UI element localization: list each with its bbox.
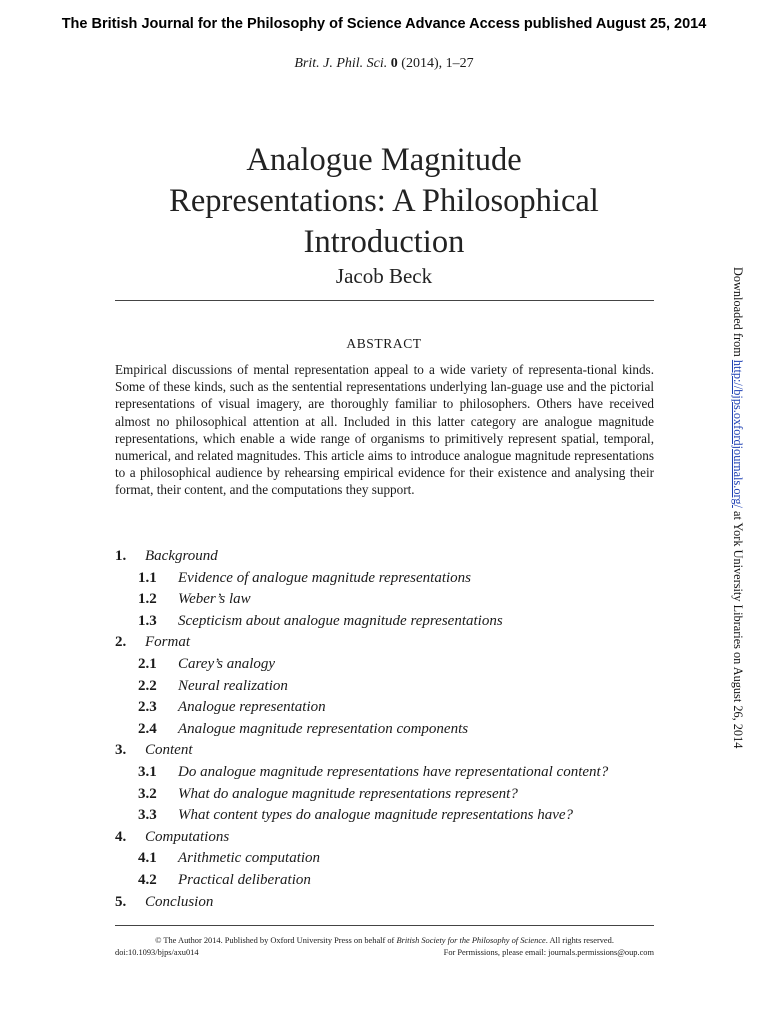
toc-subsection-number: 3.1 [138,763,157,780]
toc-subsection-number: 1.2 [138,591,157,608]
journal-citation [0,56,768,72]
toc-section-title: Format [145,634,190,651]
toc-section-number: 3. [115,742,127,759]
toc-section [115,740,675,762]
permissions-text: For Permissions, please email: journals.permissions@oup.com [443,948,654,957]
author-name: Jacob Beck [335,264,433,288]
toc-subsection-number: 2.4 [138,720,157,737]
journal-link[interactable]: http://bjps.oxfordjournals.org/ [731,359,745,508]
toc-subsection-number: 4.2 [138,871,157,888]
toc-subsection-title: Carey’s analogy [178,655,276,672]
toc-subsection-title: Evidence of analogue magnitude representations [178,569,471,586]
toc-section-title: Conclusion [145,893,214,910]
society-name: British Society for the Philosophy of Science [396,936,546,945]
abstract-text: Empirical discussions of mental representation appeal to a wide variety of representa-tional kinds. Some of these kinds, such as the sentential representations underlying lan-guage use and the pictorial representations of visual imagery, are thoroughly familiar to philosophers. Others have received almost no philosophical attention at all. Included in this latter category are analogue magnitude representations, which enable a wide range of organisms to primitively represent spatial, temporal, numerical, and related magnitudes. This article aims to introduce analogue magnitude representations to a philosophical audience by rehearsing empirical evidence for their existence and analysing their format, their content, and the computations they support. [115,362,654,498]
toc-subsection-title: Arithmetic computation [178,850,321,867]
doi-text: doi:10.1093/bjps/axu014 [115,948,199,957]
download-suffix: at York University Libraries on August 26, 2014 [731,507,745,749]
toc-subsection-title: Scepticism about analogue magnitude representations [178,612,503,629]
header-divider [115,300,654,301]
toc-subsection [115,762,675,784]
toc-subsection-title: Analogue magnitude representation components [178,720,469,737]
toc-section-title: Content [145,742,193,759]
download-prefix: Downloaded from [731,267,745,360]
toc-subsection [115,611,675,633]
toc-subsection-number: 3.2 [138,785,157,802]
toc-subsection [115,848,675,870]
toc-subsection [115,589,675,611]
toc-section-number: 5. [115,893,127,910]
toc-subsection-number: 3.3 [138,807,157,824]
toc-section-title: Computations [145,828,230,845]
journal-volume: 0 [390,56,398,71]
toc-subsection-title: What do analogue magnitude representations represent? [178,785,518,802]
toc-subsection-title: Do analogue magnitude representations have representational content? [178,763,609,780]
toc-section [115,546,675,568]
toc-subsection-number: 1.1 [138,569,157,586]
toc-section [115,892,675,914]
download-watermark [730,267,745,748]
toc-subsection [115,719,675,741]
citation-year-pages: (2014), 1–27 [397,56,474,71]
article-title [100,140,668,263]
title-line-3: Introduction [303,224,465,260]
toc-subsection-title: Weber’s law [178,591,251,608]
toc-subsection [115,697,675,719]
toc-subsection [115,654,675,676]
abstract-heading: ABSTRACT [346,336,422,351]
toc-section-number: 1. [115,548,127,564]
title-line-2: Representations: A Philosophical [169,183,599,219]
toc-subsection-number: 1.3 [138,612,157,629]
toc-subsection-title: Analogue representation [178,699,326,716]
toc-subsection [115,676,675,698]
footer-divider [115,925,654,926]
toc-subsection-number: 2.2 [138,677,157,694]
toc-subsection-number: 4.1 [138,850,157,867]
toc-subsection [115,805,675,827]
toc-subsection-title: What content types do analogue magnitude representations have? [178,807,574,824]
table-of-contents [115,546,675,913]
title-line-1: Analogue Magnitude [246,142,522,178]
journal-name: Brit. J. Phil. Sci. [294,56,388,71]
toc-subsection [115,568,675,590]
toc-section [115,632,675,654]
copyright-prefix: © The Author 2014. Published by Oxford University Press on behalf of [155,936,397,945]
copyright-suffix: . All rights reserved. [545,936,614,945]
toc-subsection-number: 2.1 [138,655,157,672]
copyright-notice [115,936,654,945]
toc-subsection-title: Practical deliberation [178,871,311,888]
advance-access-banner: The British Journal for the Philosophy of Science Advance Access published August 25, 2014 [61,16,707,32]
toc-subsection [115,870,675,892]
toc-section-number: 4. [115,828,127,845]
toc-subsection-title: Neural realization [178,677,288,694]
toc-section [115,827,675,849]
toc-section-title: Background [145,548,218,564]
footer-info [115,948,654,957]
toc-section-number: 2. [115,634,127,651]
toc-subsection-number: 2.3 [138,699,157,716]
toc-subsection [115,784,675,806]
